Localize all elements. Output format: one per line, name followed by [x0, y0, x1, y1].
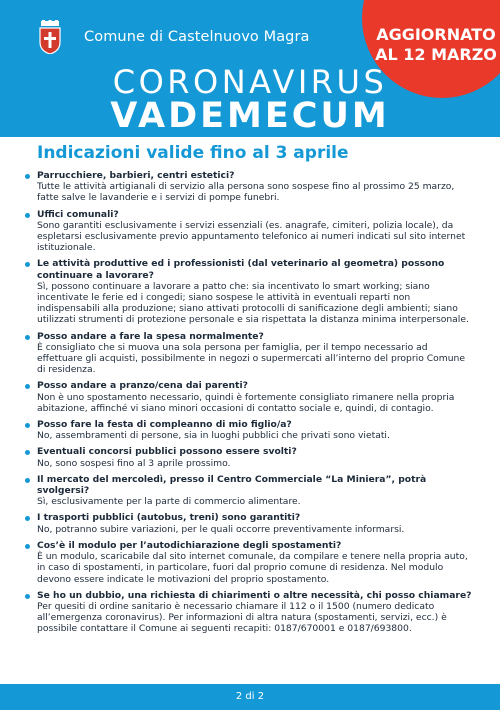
- bullet-icon: [25, 594, 30, 599]
- faq-answer: Tutte le attività artigianali di servizio alla persona sono sospese fino al prossimo 25 marzo, fatte salve le lavanderie e i servizi di pompe funebri.: [37, 181, 455, 204]
- faq-question: Cos’è il modulo per l’autodichiarazione degli spostamenti?: [37, 539, 342, 551]
- faq-question: Il mercato del mercoledì, presso il Centro Commerciale “La Miniera”, potrà svolgersi?: [37, 473, 427, 497]
- bullet-icon: [25, 384, 30, 389]
- validity-subtitle: Indicazioni valide fino al 3 aprile: [37, 143, 349, 163]
- title-vademecum: VADEMECUM: [110, 96, 390, 136]
- faq-item: [24, 590, 474, 635]
- faq-question: Posso andare a pranzo/cena dai parenti?: [37, 380, 248, 392]
- faq-answer: Per quesiti di ordine sanitario è necessario chiamare il 112 o il 1500 (numero dedicato all’emergenza coronavirus). Per informazioni di altra natura (spostamenti, servizi, ecc.) è possibile contattare il Comune ai seguenti recapiti: 0187/670001 e 0187/693800.: [37, 600, 447, 635]
- faq-answer: È consigliato che si muova una sola persona per famiglia, per il tempo necessario ad effettuare gli acquisti, possibilmente in negozi o supermercati all’interno del proprio Comune di residenza.: [37, 341, 466, 376]
- faq-answer: Sì, esclusivamente per la parte di commercio alimentare.: [37, 496, 301, 508]
- bullet-icon: [25, 423, 30, 428]
- faq-item: [24, 512, 474, 534]
- faq-answer: È un modulo, scaricabile dal sito internet comunale, da compilare e tenere nella propria auto, in caso di spostamenti, in particolare, fuori dal proprio comune di residenza. Nel modulo devono essere indicate le motivazioni del proprio spostamento.: [37, 551, 468, 585]
- faq-question: Posso fare la festa di compleanno di mio figlio/a?: [37, 419, 292, 431]
- faq-answer: Sì, possono continuare a lavorare a patto che: sia incentivato lo smart working; siano incentivate le ferie ed i congedi; siano sospese le attività in eventuali reparti non indispensabili alla produzione; siano attivati protocolli di sanificazione degli ambienti; siano utilizzati strumenti di protezione personale e sia rispettata la distanza minima interpersonale.: [37, 280, 469, 326]
- faq-answer: No, assembramenti di persone, sia in luoghi pubblici che privati sono vietati.: [37, 430, 390, 442]
- faq-question: Eventuali concorsi pubblici possono essere svolti?: [37, 446, 297, 458]
- faq-question: Se ho un dubbio, una richiesta di chiarimenti o altre necessità, chi posso chiamare?: [37, 589, 472, 601]
- faq-question: Le attività produttive ed i professionisti (dal veterinario al geometra) possono continuare a lavorare?: [37, 258, 445, 281]
- badge-line-2: AL 12 MARZO: [375, 45, 497, 64]
- bullet-icon: [25, 478, 30, 483]
- faq-item: [24, 540, 474, 585]
- faq-answer: Sono garantiti esclusivamente i servizi essenziali (es. anagrafe, cimiteri, polizia locale), da espletarsi esclusivamente previo appuntamento telefonico ai numeri indicati sul sito internet istituzionale.: [37, 219, 466, 254]
- bullet-icon: [25, 213, 30, 218]
- faq-answer: No, sono sospesi fino al 3 aprile prossimo.: [37, 457, 231, 469]
- faq-answer: No, potranno subire variazioni, per le quali occorre preventivamente informarsi.: [37, 523, 405, 535]
- header-banner: [0, 0, 500, 137]
- badge-line-1: AGGIORNATO: [376, 25, 496, 44]
- bullet-icon: [25, 450, 30, 455]
- faq-question: Parrucchiere, barbieri, centri estetici?: [37, 170, 235, 181]
- faq-item: [24, 258, 474, 325]
- faq-question: Uffici comunali?: [37, 208, 119, 220]
- page-number: 2 di 2: [235, 691, 265, 702]
- bullet-icon: [25, 516, 30, 521]
- bullet-icon: [25, 262, 30, 267]
- faq-list: [24, 170, 474, 640]
- bullet-icon: [25, 544, 30, 549]
- faq-item: [24, 380, 474, 414]
- faq-item: [24, 331, 474, 376]
- footer-bar: [0, 684, 500, 710]
- municipality-name: Comune di Castelnuovo Magra: [84, 29, 310, 45]
- faq-item: [24, 446, 474, 468]
- faq-question: I trasporti pubblici (autobus, treni) sono garantiti?: [37, 512, 301, 524]
- title-coronavirus: CORONAVIRUS: [112, 63, 388, 101]
- faq-answer: Non è uno spostamento necessario, quindi è fortemente consigliato rimanere nella propria abitazione, affinché vi siano minori occasioni di contatto sociale e, quindi, di contagio.: [37, 391, 455, 414]
- coat-of-arms-icon: [38, 20, 62, 54]
- faq-item: [24, 419, 474, 441]
- faq-question: Posso andare a fare la spesa normalmente?: [37, 330, 264, 342]
- faq-item: [24, 474, 474, 508]
- bullet-icon: [25, 335, 30, 340]
- bullet-icon: [25, 174, 30, 179]
- faq-item: [24, 170, 474, 204]
- faq-item: [24, 209, 474, 254]
